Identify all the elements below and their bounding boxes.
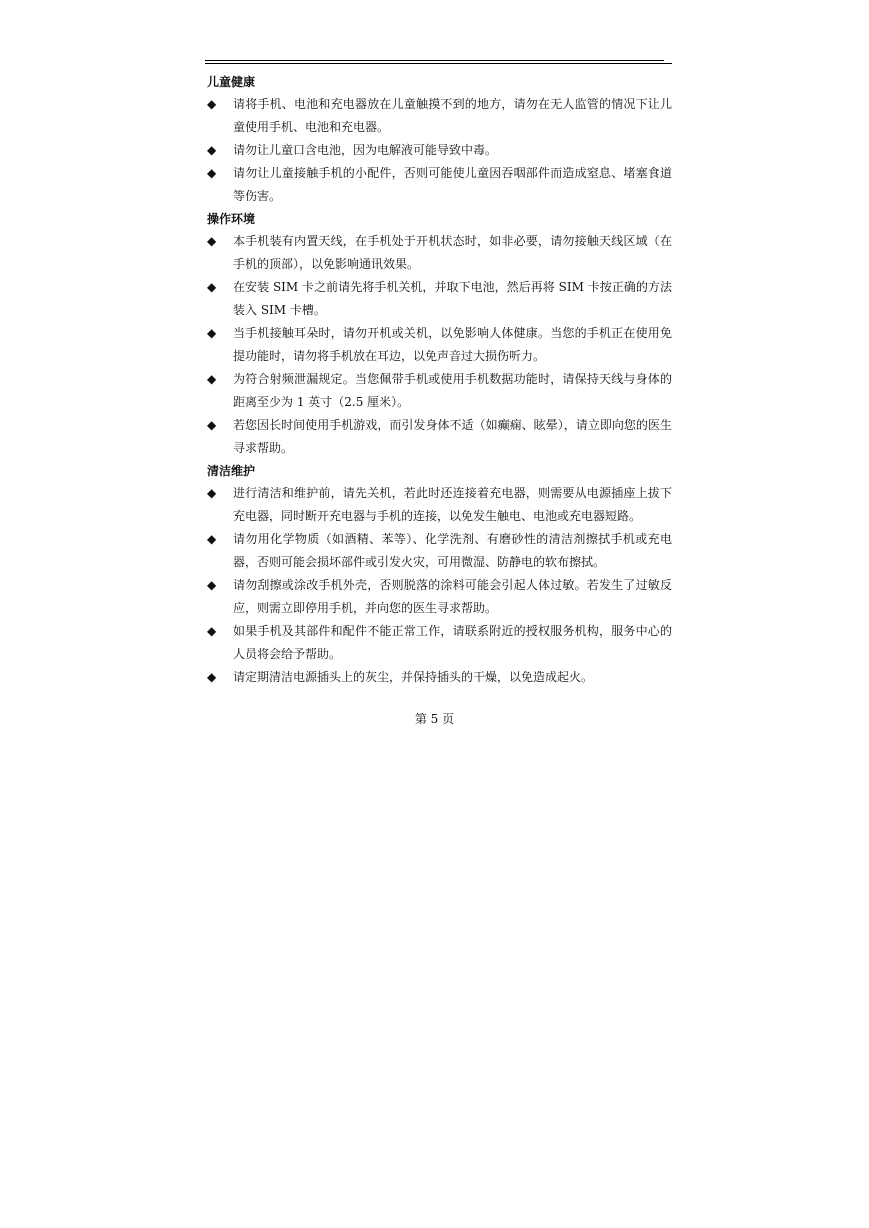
list-item <box>207 414 672 460</box>
list-item <box>207 528 672 574</box>
list-item-text: 在安装 SIM 卡之前请先将手机关机，并取下电池，然后再将 SIM 卡按正确的方法装入 SIM 卡槽。 <box>233 280 672 317</box>
list-item <box>207 93 672 139</box>
list-item-text: 请勿让儿童口含电池，因为电解液可能导致中毒。 <box>233 143 498 157</box>
list-item-text: 如果手机及其部件和配件不能正常工作，请联系附近的授权服务机构，服务中心的人员将会给予帮助。 <box>233 624 672 661</box>
list-item <box>207 574 672 620</box>
list-item-text: 当手机接触耳朵时，请勿开机或关机，以免影响人体健康。当您的手机正在使用免提功能时，请勿将手机放在耳边，以免声音过大损伤听力。 <box>233 326 672 363</box>
header-rule-thin <box>205 60 664 61</box>
diamond-bullet-icon: ◆ <box>207 578 217 592</box>
list-item-text: 进行清洁和维护前，请先关机，若此时还连接着充电器，则需要从电源插座上拔下充电器，同时断开充电器与手机的连接，以免发生触电、电池或充电器短路。 <box>233 486 672 523</box>
list-item <box>207 620 672 666</box>
diamond-bullet-icon: ◆ <box>207 418 217 432</box>
list-item-text: 请勿让儿童接触手机的小配件，否则可能使儿童因吞咽部件而造成窒息、堵塞食道等伤害。 <box>233 166 672 203</box>
diamond-bullet-icon: ◆ <box>207 532 217 546</box>
section-title: 儿童健康 <box>207 75 256 89</box>
list-item-text: 请勿刮擦或涂改手机外壳，否则脱落的涂料可能会引起人体过敏。若发生了过敏反应，则需立即停用手机，并向您的医生寻求帮助。 <box>233 578 672 615</box>
list-item <box>207 482 672 528</box>
list-item <box>207 162 672 208</box>
page-number: 第 5 页 <box>414 712 455 726</box>
list-item-text: 请定期清洁电源插头上的灰尘，并保持插头的干燥，以免造成起火。 <box>233 670 594 684</box>
diamond-bullet-icon: ◆ <box>207 486 217 500</box>
list-item <box>207 230 672 276</box>
list-item-text: 本手机装有内置天线，在手机处于开机状态时，如非必要，请勿接触天线区域（在手机的顶部），以免影响通讯效果。 <box>233 234 672 271</box>
header-rule-thick <box>205 63 672 64</box>
list-item <box>207 666 672 689</box>
section-title: 操作环境 <box>207 212 256 226</box>
safety-content <box>207 71 672 689</box>
list-item-text: 请勿用化学物质（如酒精、苯等）、化学洗剂、有磨砂性的清洁剂擦拭手机或充电器，否则可能会损坏部件或引发火灾，可用微湿、防静电的软布擦拭。 <box>233 532 672 569</box>
diamond-bullet-icon: ◆ <box>207 624 217 638</box>
list-item <box>207 139 672 162</box>
list-item-text: 若您因长时间使用手机游戏，而引发身体不适（如癫痫、眩晕），请立即向您的医生寻求帮助。 <box>233 418 672 455</box>
list-item-text: 请将手机、电池和充电器放在儿童触摸不到的地方，请勿在无人监管的情况下让儿童使用手机、电池和充电器。 <box>233 97 672 134</box>
list-item <box>207 322 672 368</box>
diamond-bullet-icon: ◆ <box>207 234 217 248</box>
diamond-bullet-icon: ◆ <box>207 280 217 294</box>
list-item <box>207 368 672 414</box>
list-item-text: 为符合射频泄漏规定。当您佩带手机或使用手机数据功能时，请保持天线与身体的距离至少为 1 英寸（2.5 厘米）。 <box>233 372 672 409</box>
diamond-bullet-icon: ◆ <box>207 166 217 180</box>
diamond-bullet-icon: ◆ <box>207 372 217 386</box>
diamond-bullet-icon: ◆ <box>207 670 217 684</box>
list-item <box>207 276 672 322</box>
diamond-bullet-icon: ◆ <box>207 143 217 157</box>
diamond-bullet-icon: ◆ <box>207 326 217 340</box>
section-title: 清洁维护 <box>207 464 256 478</box>
diamond-bullet-icon: ◆ <box>207 97 217 111</box>
